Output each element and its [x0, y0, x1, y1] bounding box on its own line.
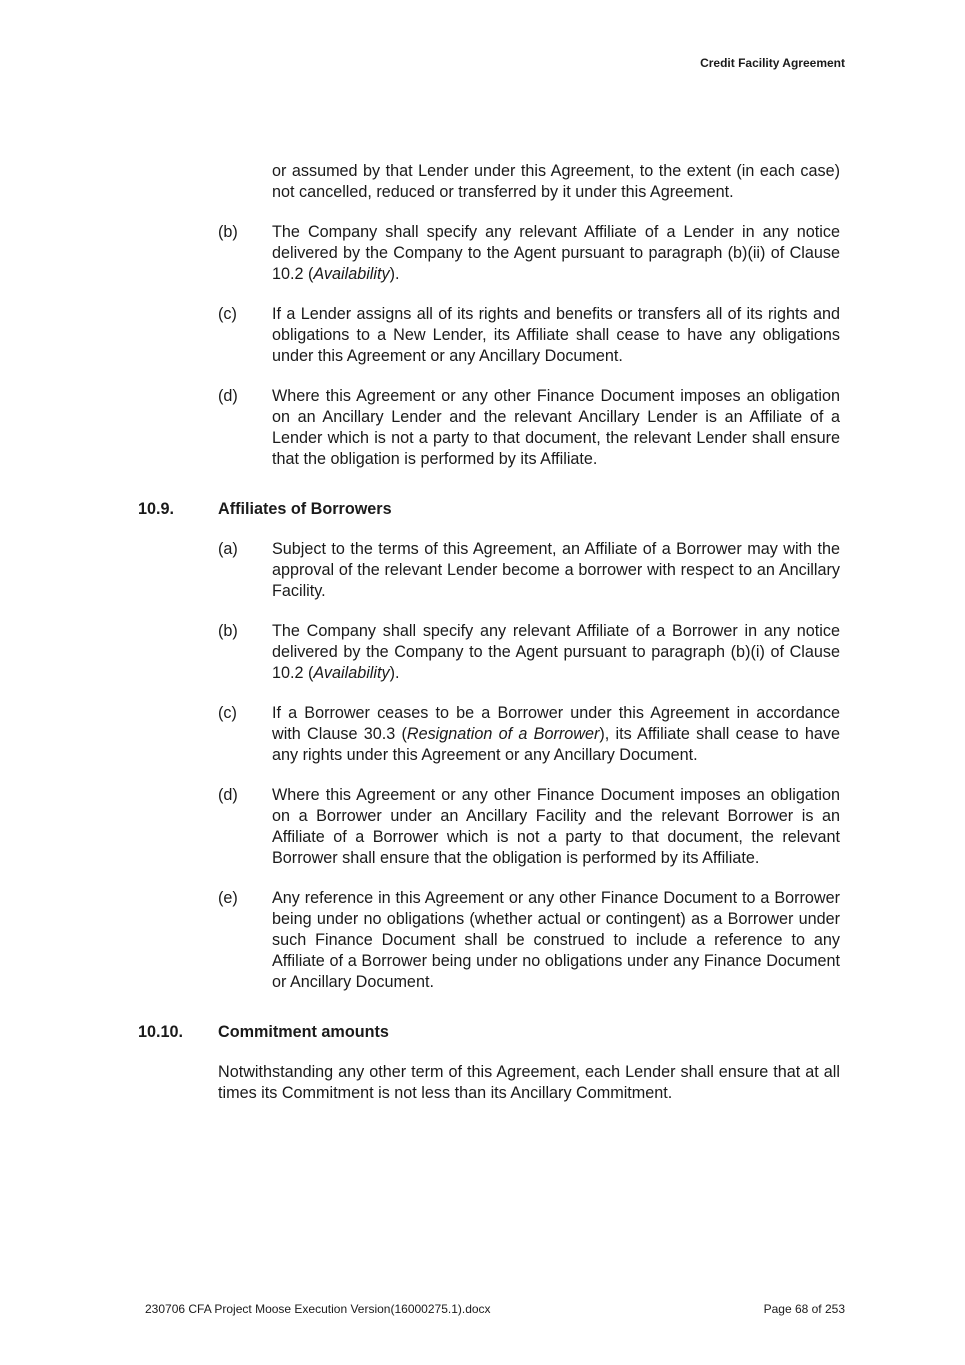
item-text: Any reference in this Agreement or any other Finance Document to a Borrower being under no obligations (whether actual or contingent) as a Borrower under such Finance Document shall be construed to include a reference to any Affiliate of a Borrower being under no obligations under any Finance Document or Ancillary Document. — [272, 889, 840, 991]
clause-ref-italic: Availability — [313, 664, 390, 682]
clause-10-9-item-e — [138, 888, 840, 993]
clause-10-9-item-c — [138, 703, 840, 766]
section-heading-10-9 — [138, 499, 840, 520]
clause-10-8-item-b — [138, 222, 840, 285]
item-text: The Company shall specify any relevant Affiliate of a Borrower in any notice delivered by the Company to the Agent pursuant to paragraph (b)(i) of Clause 10.2 (Availability). — [272, 622, 840, 682]
item-label: (c) — [218, 704, 237, 722]
clause-10-9-item-d — [138, 785, 840, 869]
item-label: (e) — [218, 889, 238, 907]
section-heading-10-10 — [138, 1022, 840, 1043]
item-text: If a Borrower ceases to be a Borrower under this Agreement in accordance with Clause 30.3 (Resignation of a Borrower), its Affiliate shall cease to have any rights under this Agreement or any Ancillary Document. — [272, 704, 840, 764]
section-number: 10.9. — [138, 500, 175, 518]
item-label: (d) — [218, 387, 238, 405]
item-text: Where this Agreement or any other Finance Document imposes an obligation on a Borrower under an Ancillary Facility and the relevant Borrower is an Affiliate of a Borrower which is not a party to that document, the relevant Borrower shall ensure that the obligation is performed by its Affiliate. — [272, 786, 840, 867]
item-text: If a Lender assigns all of its rights and benefits or transfers all of its rights and obligations to a New Lender, its Affiliate shall cease to have any obligations under this Agreement or any Ancillary Document. — [272, 305, 840, 365]
item-text: Where this Agreement or any other Finance Document imposes an obligation on an Ancillary Lender and the relevant Ancillary Lender is an Affiliate of a Lender which is not a party to that document, the relevant Lender shall ensure that the obligation is performed by its Affiliate. — [272, 387, 840, 468]
clause-ref-italic: Availability — [313, 265, 390, 283]
item-label: (b) — [218, 223, 238, 241]
section-title: Commitment amounts — [218, 1023, 389, 1041]
clause-10-8-item-c — [138, 304, 840, 367]
section-number: 10.10. — [138, 1023, 184, 1041]
continuation-paragraph: or assumed by that Lender under this Agreement, to the extent (in each case) not cancelled, reduced or transferred by it under this Agreement. — [272, 162, 840, 201]
item-text: The Company shall specify any relevant Affiliate of a Lender in any notice delivered by the Company to the Agent pursuant to paragraph (b)(ii) of Clause 10.2 (Availability). — [272, 223, 840, 283]
document-header-title: Credit Facility Agreement — [700, 56, 845, 70]
item-label: (a) — [218, 540, 238, 558]
section-10-10-paragraph: Notwithstanding any other term of this Agreement, each Lender shall ensure that at all times its Commitment is not less than its Ancillary Commitment. — [218, 1063, 840, 1102]
clause-10-9-item-b — [138, 621, 840, 684]
item-label: (d) — [218, 786, 238, 804]
footer-page-number: Page 68 of 253 — [763, 1302, 845, 1316]
item-label: (b) — [218, 622, 238, 640]
item-text: Subject to the terms of this Agreement, an Affiliate of a Borrower may with the approval of the relevant Lender become a borrower with respect to an Ancillary Facility. — [272, 540, 840, 600]
clause-10-8-item-d — [138, 386, 840, 470]
document-body — [138, 161, 840, 1104]
section-title: Affiliates of Borrowers — [218, 500, 392, 518]
footer-filename: 230706 CFA Project Moose Execution Version(16000275.1).docx — [145, 1302, 491, 1316]
clause-10-9-item-a — [138, 539, 840, 602]
item-label: (c) — [218, 305, 237, 323]
clause-ref-italic: Resignation of a Borrower — [406, 725, 600, 743]
